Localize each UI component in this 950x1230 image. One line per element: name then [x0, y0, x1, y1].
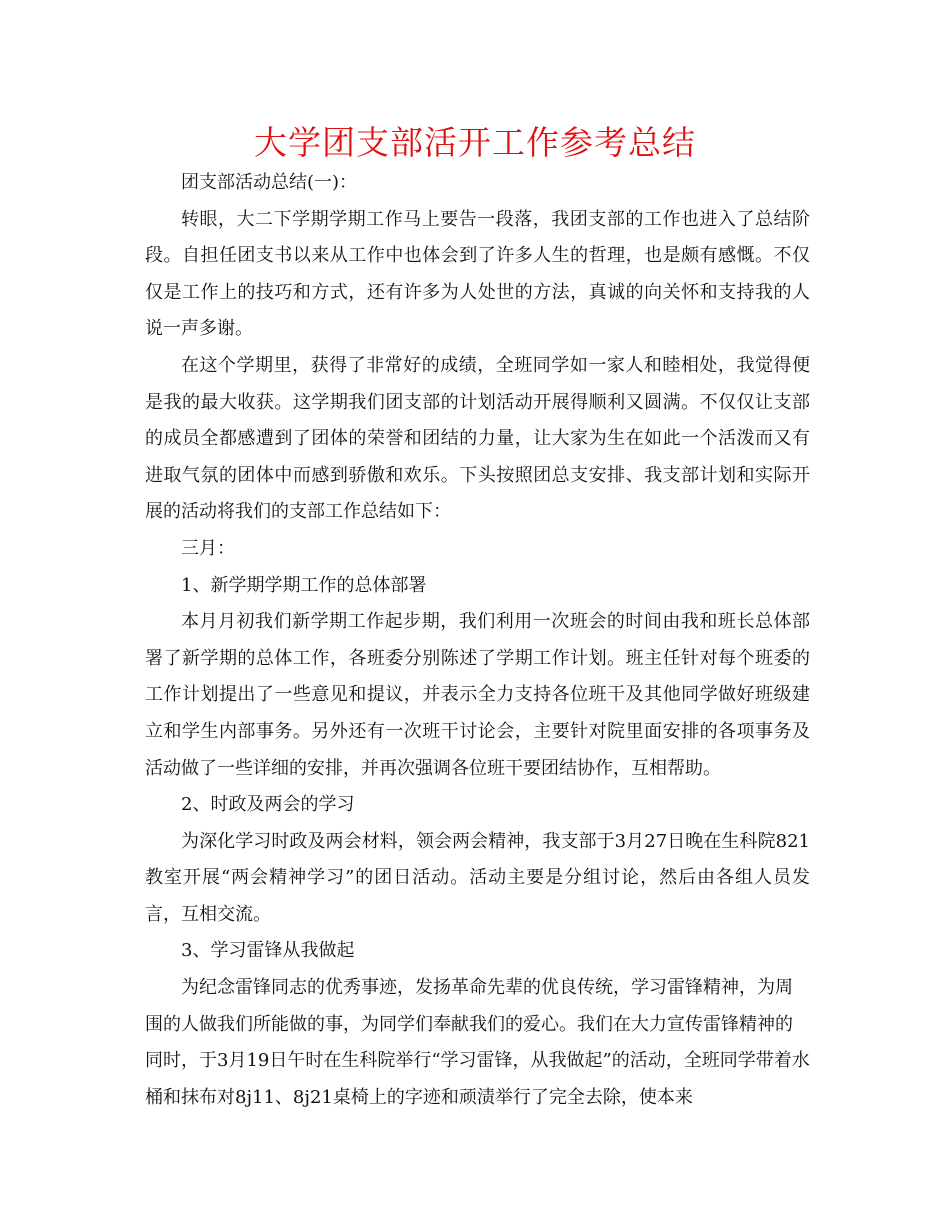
paragraph: 在这个学期里，获得了非常好的成绩，全班同学如一家人和睦相处，我觉得便是我的最大收获。这学期我们团支部的计划活动开展得顺利又圆满。不仅仅让支部的成员全都感遭到了团体的荣誉和团结的力量，让大家为生在如此一个活泼而又有进取气氛的团体中而感到骄傲和欢乐。下头按照团总支安排、我支部计划和实际开展的活动将我们的支部工作总结如下：: [145, 354, 810, 523]
item-heading: 3、学习雷锋从我做起: [181, 940, 355, 962]
paragraph: 本月月初我们新学期工作起步期，我们利用一次班会的时间由我和班长总体部署了新学期的总体工作，各班委分别陈述了学期工作计划。班主任针对每个班委的工作计划提出了一些意见和提议，并表示全力支持各位班干及其他同学做好班级建立和学生内部事务。另外还有一次班干讨论会，主要针对院里面安排的各项事务及活动做了一些详细的安排，并再次强调各位班干要团结协作，互相帮助。: [145, 611, 810, 779]
item-heading: 2、时政及两会的学习: [181, 794, 355, 816]
section-heading: 团支部活动总结(一)：: [181, 172, 358, 193]
document-body: [145, 165, 810, 1116]
month-heading: 三月：: [181, 537, 235, 559]
document-title: 大学团支部活开工作参考总结: [254, 123, 696, 162]
paragraph: 为深化学习时政及两会材料，领会两会精神，我支部于3月27日晚在生科院821教室开展“两会精神学习”的团日活动。活动主要是分组讨论，然后由各组人员发言，互相交流。: [145, 830, 810, 925]
paragraph: 转眼，大二下学期学期工作马上要告一段落，我团支部的工作也进入了总结阶段。自担任团支书以来从工作中也体会到了许多人生的哲理，也是颇有感慨。不仅仅是工作上的技巧和方式，还有许多为人处世的方法，真诚的向关怀和支持我的人说一声多谢。: [145, 208, 810, 340]
paragraph: 为纪念雷锋同志的优秀事迹，发扬革命先辈的优良传统，学习雷锋精神，为周围的人做我们所能做的事，为同学们奉献我们的爱心。我们在大力宣传雷锋精神的同时，于3月19日午时在生科院举行“学习雷锋，从我做起”的活动，全班同学带着水桶和抹布对8j11、8j21桌椅上的字迹和顽渍举行了完全去除，使本来: [145, 977, 810, 1108]
item-heading: 1、新学期学期工作的总体部署: [181, 574, 427, 596]
